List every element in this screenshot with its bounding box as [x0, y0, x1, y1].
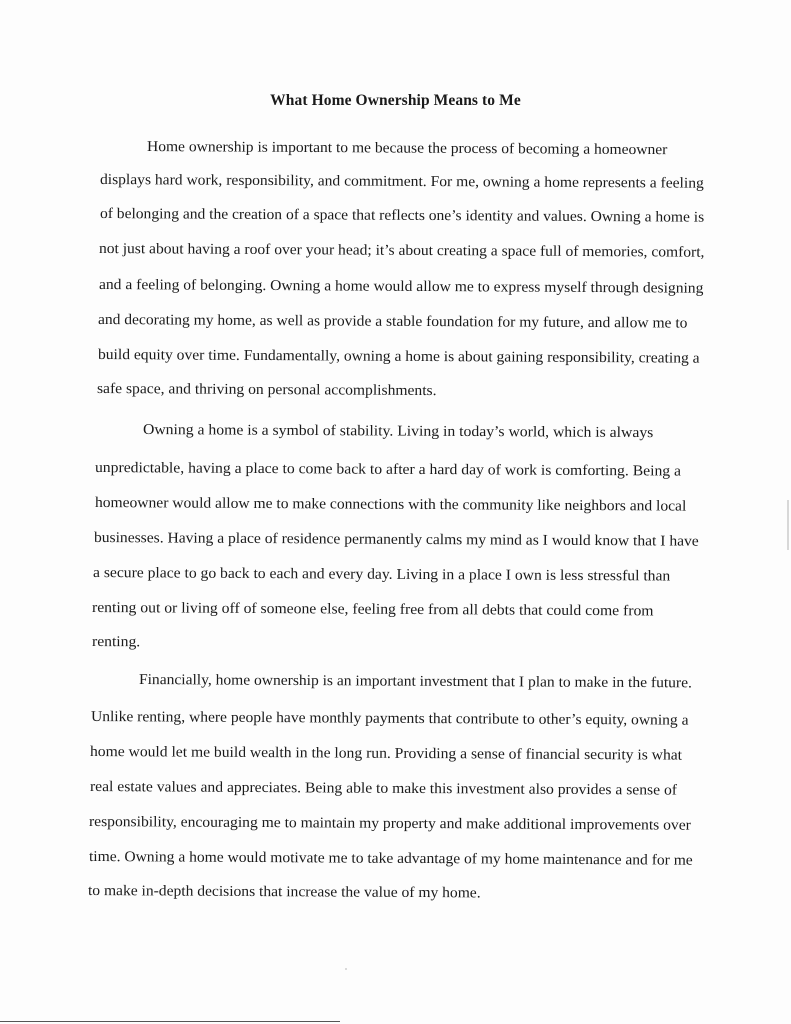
scan-speck — [345, 968, 347, 970]
text-line: businesses. Having a place of residence permanently calms my mind as I would know that I have — [93, 530, 699, 550]
text-line: displays hard work, responsibility, and commitment. For me, owning a home represents a feeling — [99, 172, 704, 192]
text-line: Home ownership is important to me because the process of becoming a homeowner — [146, 139, 668, 159]
text-line: not just about having a roof over your head; it’s about creating a space full of memories, comfort, — [98, 241, 705, 261]
text-line: unpredictable, having a place to come back to after a hard day of work is comforting. Being a — [94, 460, 682, 480]
text-line: Owning a home is a symbol of stability. Living in today’s world, which is always — [142, 422, 654, 442]
text-line: of belonging and the creation of a space that reflects one’s identity and values. Owning a home is — [99, 206, 705, 226]
text-line: home would let me build wealth in the long run. Providing a sense of financial security is what — [89, 744, 683, 764]
page-title: What Home Ownership Means to Me — [270, 92, 521, 109]
text-line: time. Owning a home would motivate me to take advantage of my home maintenance and for me — [88, 849, 693, 869]
text-line: to make in-depth decisions that increase the value of my home. — [87, 883, 481, 902]
bottom-rule — [0, 1021, 340, 1022]
text-line: and decorating my home, as well as provide a stable foundation for my future, and allow me to — [97, 312, 688, 332]
text-line: Financially, home ownership is an important investment that I plan to make in the future. — [138, 672, 692, 692]
text-line: safe space, and thriving on personal accomplishments. — [96, 381, 437, 400]
text-line: and a feeling of belonging. Owning a home would allow me to express myself through designing — [98, 277, 704, 297]
text-line: renting. — [91, 634, 141, 651]
scan-edge-mark — [787, 500, 789, 550]
text-line: Unlike renting, where people have monthly payments that contribute to other’s equity, owning a — [90, 709, 689, 729]
text-line: build equity over time. Fundamentally, owning a home is about gaining responsibility, creating a — [97, 347, 700, 367]
text-line: homeowner would allow me to make connections with the community like neighbors and local — [94, 495, 687, 515]
text-line: renting out or living off of someone else, feeling free from all debts that could come from — [91, 600, 654, 620]
text-line: responsibility, encouraging me to maintain my property and make additional improvements over — [88, 814, 691, 834]
text-line: a secure place to go back to each and every day. Living in a place I own is less stressful than — [92, 565, 671, 585]
text-line: real estate values and appreciates. Being able to make this investment also provides a sense of — [89, 779, 678, 799]
